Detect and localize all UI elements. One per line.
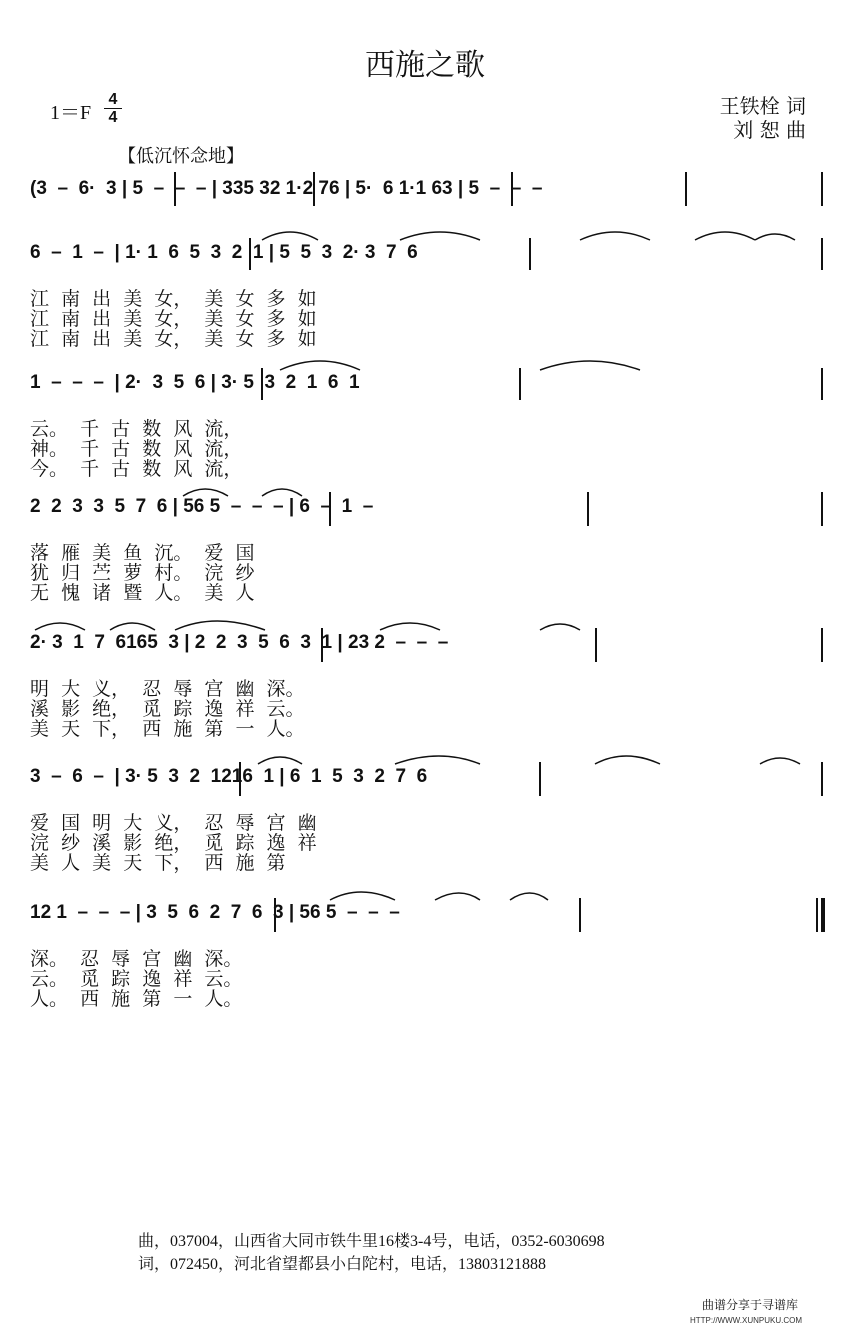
lyric-line: 云。 千 古 数 风 流，	[30, 418, 243, 440]
lyric-line: 犹 归 苎 萝 村。 浣 纱	[30, 562, 255, 584]
lyric-line: 溪 影 绝， 觅 踪 逸 祥 云。	[30, 698, 305, 720]
lyric-line: 无 愧 诸 暨 人。 美 人	[30, 582, 255, 604]
notation-row: 2 2 3 3 5 7 6 | 56 5 – – – | 6 – 1 –	[30, 496, 374, 517]
notation-row: 2· 3 1 7 6165 3 | 2 2 3 5 6 3 1 | 23 2 – – –	[30, 632, 449, 653]
lyric-line: 爱 国 明 大 义， 忍 辱 宫 幽	[30, 812, 317, 834]
notation-row: 1 – – – | 2· 3 5 6 | 3· 5 3 2 1 6 1	[30, 372, 360, 393]
notation-row: 6 – 1 – | 1· 1 6 5 3 2 1 | 5 5 3 2· 3 7 6	[30, 242, 418, 263]
lyric-line: 江 南 出 美 女， 美 女 多 如	[30, 328, 317, 350]
watermark-url: HTTP://WWW.XUNPUKU.COM	[690, 1316, 802, 1325]
time-signature-top: 4	[108, 91, 118, 108]
lyric-line: 江 南 出 美 女， 美 女 多 如	[30, 308, 317, 330]
lyric-line: 浣 纱 溪 影 绝， 觅 踪 逸 祥	[30, 832, 317, 854]
lyric-line: 人。 西 施 第 一 人。	[30, 988, 243, 1010]
lyric-line: 落 雁 美 鱼 沉。 爱 国	[30, 542, 255, 564]
lyric-line: 明 大 义， 忍 辱 宫 幽 深。	[30, 678, 305, 700]
composer-credit: 刘 恕 曲	[733, 118, 806, 142]
notation-row: (3 – 6· 3 | 5 – – – | 335 32 1·2 76 | 5· 6 1·1 63 | 5 – – –	[30, 178, 543, 199]
tempo-marking: 【低沉怀念地】	[118, 146, 244, 167]
notation-row: 12 1 – – – | 3 5 6 2 7 6 3 | 56 5 – – –	[30, 902, 400, 923]
lyric-line: 今。 千 古 数 风 流，	[30, 458, 243, 480]
lyric-line: 美 天 下， 西 施 第 一 人。	[30, 718, 305, 740]
lyric-line: 美 人 美 天 下， 西 施 第	[30, 852, 286, 874]
footer-lyricist-address: 词，072450，河北省望都县小白陀村，电话，13803121888	[138, 1256, 547, 1273]
time-signature-bottom: 4	[108, 109, 118, 126]
footer-composer-address: 曲，037004，山西省大同市铁牛里16楼3-4号，电话，0352-6030698	[138, 1233, 605, 1250]
notation-row: 3 – 6 – | 3· 5 3 2 1216 1 | 6 1 5 3 2 7 6	[30, 766, 428, 787]
lyric-line: 深。 忍 辱 宫 幽 深。	[30, 948, 243, 970]
lyric-line: 神。 千 古 数 风 流，	[30, 438, 243, 460]
key-signature: 1＝F	[50, 102, 92, 124]
lyric-line: 江 南 出 美 女， 美 女 多 如	[30, 288, 317, 310]
lyricist-credit: 王铁栓 词	[719, 94, 806, 118]
page-title: 西施之歌	[365, 48, 485, 83]
watermark-logo: 曲谱分享于寻谱库	[702, 1298, 799, 1312]
lyric-line: 云。 觅 踪 逸 祥 云。	[30, 968, 243, 990]
